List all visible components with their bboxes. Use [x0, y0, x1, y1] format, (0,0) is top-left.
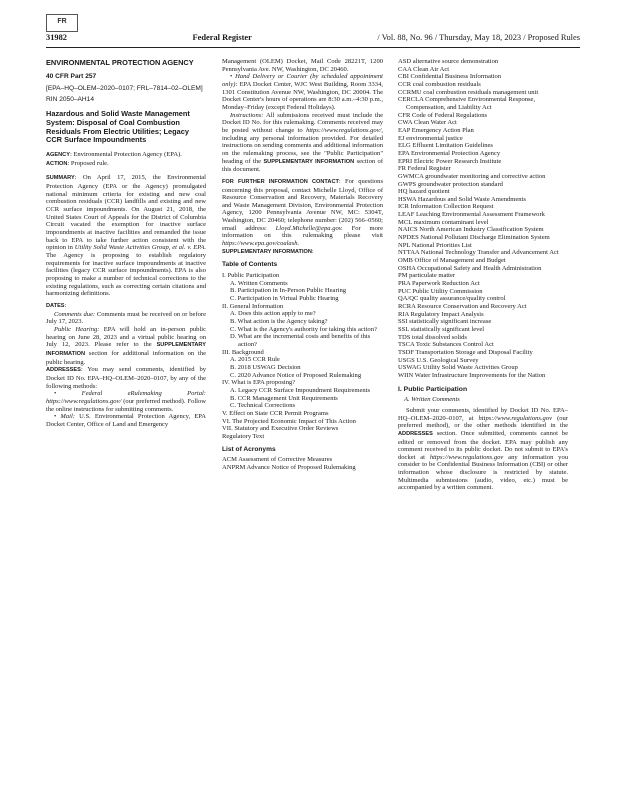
toc-entry[interactable]: C. Participation in Virtual Public Hearing — [230, 295, 339, 303]
acronym-list — [398, 58, 568, 380]
instructions-link[interactable]: https://www.regulations.gov/, — [306, 126, 383, 134]
acronym-entry: EPRI Electric Power Research Institute — [398, 157, 502, 165]
toc-entry[interactable]: A. Legacy CCR Surface Impoundment Requirements — [230, 386, 370, 394]
publication-name: Federal Register — [192, 33, 252, 42]
comments-due: Comments due: Comments must be received on or before July 17, 2023. — [46, 310, 206, 326]
rin-number: RIN 2050–AH14 — [46, 96, 95, 104]
column-2 — [222, 58, 383, 770]
acronym-entry: MCL maximum contaminant level — [398, 218, 489, 226]
acronym-entry: RCRA Resource Conservation and Recovery Act — [398, 303, 527, 310]
acronym-entry: CCR coal combustion residuals — [398, 80, 481, 88]
acronym-entry: OMB Office of Management and Budget — [398, 257, 506, 265]
federal-register-logo: FR — [46, 14, 78, 32]
acronym-entry: HSWA Hazardous and Solid Waste Amendments — [398, 195, 526, 203]
toc-entry[interactable]: C. Technical Corrections — [230, 402, 296, 410]
action-line: ACTION: Proposed rule. — [46, 159, 109, 167]
acronym-entry: LEAF Leaching Environmental Assessment Framework — [398, 211, 545, 219]
acronym-entry: USGS U.S. Geological Survey — [398, 356, 479, 364]
toc-entry[interactable]: A. Written Comments — [230, 279, 288, 287]
toc-heading: Table of Contents — [222, 261, 278, 269]
toc-entry[interactable]: C. 2020 Advance Notice of Proposed Rulemaking — [230, 371, 362, 379]
acronym-entry: ACM Assessment of Corrective Measures — [222, 456, 333, 464]
portal-method: • Federal eRulemaking Portal: https://www.regulations.gov/ (our preferred method). Follow the online instructions for submitting comments. — [46, 390, 206, 413]
acronym-entry: TSDF Transportation Storage and Disposal Facility — [398, 348, 533, 356]
acronym-entry: PUC Public Utility Commission — [398, 287, 483, 295]
acronym-entry: ELG Effluent Limitation Guidelines — [398, 142, 493, 150]
acronym-entry: NAICS North American Industry Classification System — [398, 226, 544, 234]
table-of-contents — [222, 272, 383, 440]
toc-entry[interactable]: A. Does this action apply to me? — [230, 310, 316, 318]
acronym-entry: ANPRM Advance Notice of Proposed Rulemaking — [222, 463, 356, 471]
agency-line: AGENCY: Environmental Protection Agency (EPA). — [46, 151, 182, 159]
page-number: 31982 — [46, 33, 67, 42]
acronym-entry: EPA Environmental Protection Agency — [398, 149, 501, 157]
acronym-entry: CBI Confidential Business Information — [398, 73, 502, 81]
public-hearing: Public Hearing: EPA will hold an in-person public hearing on June 28, 2023 and a virtual public hearing on July 12, 2023. Please refer to the SUPPLEMENTARY INFORMATION section for additional information on the public hearing. — [46, 325, 206, 366]
acronym-entry: CWA Clean Water Act — [398, 119, 457, 127]
rule-title: Hazardous and Solid Waste Management System: Disposal of Coal Combustion Residuals From Electric Utilities; Legacy CCR Surface Impoundments — [46, 108, 190, 145]
acronym-entry: PRA Paperwork Reduction Act — [398, 280, 480, 288]
column-3 — [398, 58, 568, 770]
further-info: FOR FURTHER INFORMATION CONTACT: For questions concerning this proposal, contact Michelle Lloyd, Office of Resource Conservation and Recovery, Materials Recovery and Waste Management Division, Environmental Protection Agency, 1200 Pennsylvania Avenue NW, MC: 5304T, Washington, DC 20460; telephone number: (202) 566–0560; email address: Lloyd.Michelle@epa.gov. For more information on this rulemaking please visit https://www.epa.gov/coalash. — [222, 177, 383, 248]
instructions: Instructions: All submissions received must include the Docket ID No. for this rulemaking. Comments received may be posted without change to https://www.regulations.gov/, including any personal information provided. For detailed instructions on sending comments and additional information on the rulemaking process, see the "Public Participation" heading of the SUPPLEMENTARY INFORMATION section of this document. — [222, 111, 383, 174]
acronym-entry: WIIN Water Infrastructure Improvements for the Nation — [398, 371, 546, 379]
acronym-entry: CERCLA Comprehensive Environmental Response, Compensation, and Liability Act — [398, 96, 536, 111]
acronym-entry: ICR Information Collection Request — [398, 203, 494, 211]
toc-entry[interactable]: B. CCR Management Unit Requirements — [230, 394, 338, 402]
mail-method: • Mail: U.S. Environmental Protection Agency, EPA Docket Center, Office of Land and Emergency — [46, 413, 206, 428]
acronym-entry: SSI statistically significant increase — [398, 318, 492, 326]
toc-entry[interactable]: B. 2018 USWAG Decision — [230, 363, 301, 371]
contact-email-link[interactable]: Lloyd.Michelle@epa.gov. — [275, 224, 343, 232]
toc-entry[interactable]: II. General Information — [222, 302, 284, 310]
subsection-heading: A. Written Comments — [404, 396, 460, 404]
acronym-entry: OSHA Occupational Safety and Health Administration — [398, 264, 542, 272]
acronym-entry: NTTAA National Technology Transfer and Advancement Act — [398, 249, 559, 257]
acronym-entry: GWPS groundwater protection standard — [398, 180, 503, 188]
issue-info: / Vol. 88, No. 96 / Thursday, May 18, 2023 / Proposed Rules — [377, 33, 580, 42]
acronym-entry: PM particulate matter — [398, 272, 456, 280]
mail-continued: Management (OLEM) Docket, Mail Code 28221T, 1200 Pennsylvania Ave. NW, Washington, DC 20460. — [222, 58, 383, 73]
hand-delivery: • Hand Delivery or Courier (by scheduled appointment only): EPA Docket Center, WJC West Building, Room 3334, 1301 Constitution Avenue NW, Washington, DC 20004. The Docket Center's hours of operations are 8:30 a.m.–4:30 p.m., Monday–Friday (except Federal Holidays). — [222, 73, 383, 111]
acronym-entry: CAA Clean Air Act — [398, 65, 450, 73]
toc-entry[interactable]: VI. The Projected Economic Impact of This Action — [222, 417, 356, 425]
toc-entry[interactable]: VII. Statutory and Executive Order Reviews — [222, 425, 339, 433]
acronym-entry: RIA Regulatory Impact Analysis — [398, 310, 484, 318]
regulations-gov-link[interactable]: https://www.regulations.gov/ — [46, 397, 122, 405]
toc-entry[interactable]: V. Effect on State CCR Permit Programs — [222, 409, 329, 417]
column-1 — [46, 58, 206, 770]
acronym-entry: CCRMU coal combustion residuals management unit — [398, 88, 539, 96]
page-header — [46, 33, 580, 45]
supplementary-heading: SUPPLEMENTARY INFORMATION: — [222, 247, 314, 255]
written-comments-paragraph: Submit your comments, identified by Docket ID No. EPA–HQ–OLEM–2020–0107, at https://www.regulations.gov (our preferred method), or the other methods identified in the ADDRESSES section. Once submitted, comments cannot be edited or removed from the docket. EPA may publish any comment received to its public docket. Do not submit to EPA's docket at https://www.regulations.gov any information you consider to be Confidential Business Information (CBI) or other information whose disclosure is restricted by statute. Multimedia submissions (audio, video, etc.) must be accompanied by a written comment. — [398, 406, 568, 492]
cfr-part: 40 CFR Part 257 — [46, 73, 97, 80]
coalash-link[interactable]: https://www.epa.gov/coalash. — [222, 240, 300, 248]
acronym-entry: FR Federal Register — [398, 165, 451, 173]
toc-entry[interactable]: C. What is the Agency's authority for taking this action? — [230, 325, 377, 333]
section-heading: I. Public Participation — [398, 385, 468, 393]
acronym-entry: EAP Emergency Action Plan — [398, 126, 474, 134]
summary-paragraph: SUMMARY: On April 17, 2015, the Environmental Protection Agency (EPA or the Agency) promulgated national minimum criteria for existing and new coal combustion residuals (CCR) landfills and existing and new CCR surface impoundments. On August 21, 2018, the United States Court of Appeals for the District of Columbia Circuit vacated the exemption for inactive surface impoundments at inactive facilities and remanded the issue back to EPA to take further action consistent with the opinion in Utility Solid Waste Activities Group, et al. v. EPA. The Agency is proposing to establish regulatory requirements for inactive surface impoundments at inactive facilities (legacy CCR surface impoundments). EPA is also proposing to make a number of technical corrections to the existing regulations, such as correcting certain citations and harmonizing definitions. — [46, 174, 206, 298]
toc-entry[interactable]: D. What are the incremental costs and benefits of this action? — [230, 333, 371, 348]
toc-entry[interactable]: III. Background — [222, 348, 264, 356]
acronym-entry: NPDES National Pollutant Discharge Elimination System — [398, 234, 550, 242]
toc-entry[interactable]: IV. What is EPA proposing? — [222, 379, 296, 387]
acronym-entry: TSCA Toxic Substances Control Act — [398, 341, 494, 349]
acronym-entry: ASD alternative source demonstration — [398, 58, 499, 65]
agency-heading: ENVIRONMENTAL PROTECTION AGENCY — [46, 58, 194, 67]
addresses-paragraph: ADDRESSES: You may send comments, identified by Docket ID No. EPA–HQ–OLEM–2020–0107, by any of the following methods: — [46, 366, 206, 390]
acronym-entry: GWMCA groundwater monitoring and corrective action — [398, 172, 546, 180]
toc-entry[interactable]: I. Public Participation — [222, 272, 280, 280]
acronym-list-start — [222, 456, 383, 471]
toc-entry[interactable]: Regulatory Text — [222, 432, 265, 440]
acronym-entry: SSL statistically significant level — [398, 325, 485, 333]
acronym-entry: CFR Code of Federal Regulations — [398, 111, 488, 119]
toc-entry[interactable]: B. Participation in In-Person Public Hearing — [230, 287, 347, 295]
acronym-entry: USWAG Utility Solid Waste Activities Group — [398, 364, 518, 372]
acronym-entry: QA/QC quality assurance/quality control — [398, 295, 506, 303]
acronyms-heading: List of Acronyms — [222, 445, 276, 453]
acronym-entry: TDS total dissolved solids — [398, 333, 467, 341]
acronym-entry: HQ hazard quotient — [398, 188, 450, 196]
dates-heading: DATES: — [46, 301, 67, 309]
toc-entry[interactable]: B. What action is the Agency taking? — [230, 318, 328, 325]
header-rule — [46, 47, 580, 48]
docket-number: [EPA–HQ–OLEM–2020–0107; FRL–7814–02–OLEM] — [46, 84, 203, 92]
acronym-entry: NPL National Priorities List — [398, 241, 472, 249]
toc-entry[interactable]: A. 2015 CCR Rule — [230, 356, 280, 364]
acronym-entry: EJ environmental justice — [398, 134, 463, 142]
